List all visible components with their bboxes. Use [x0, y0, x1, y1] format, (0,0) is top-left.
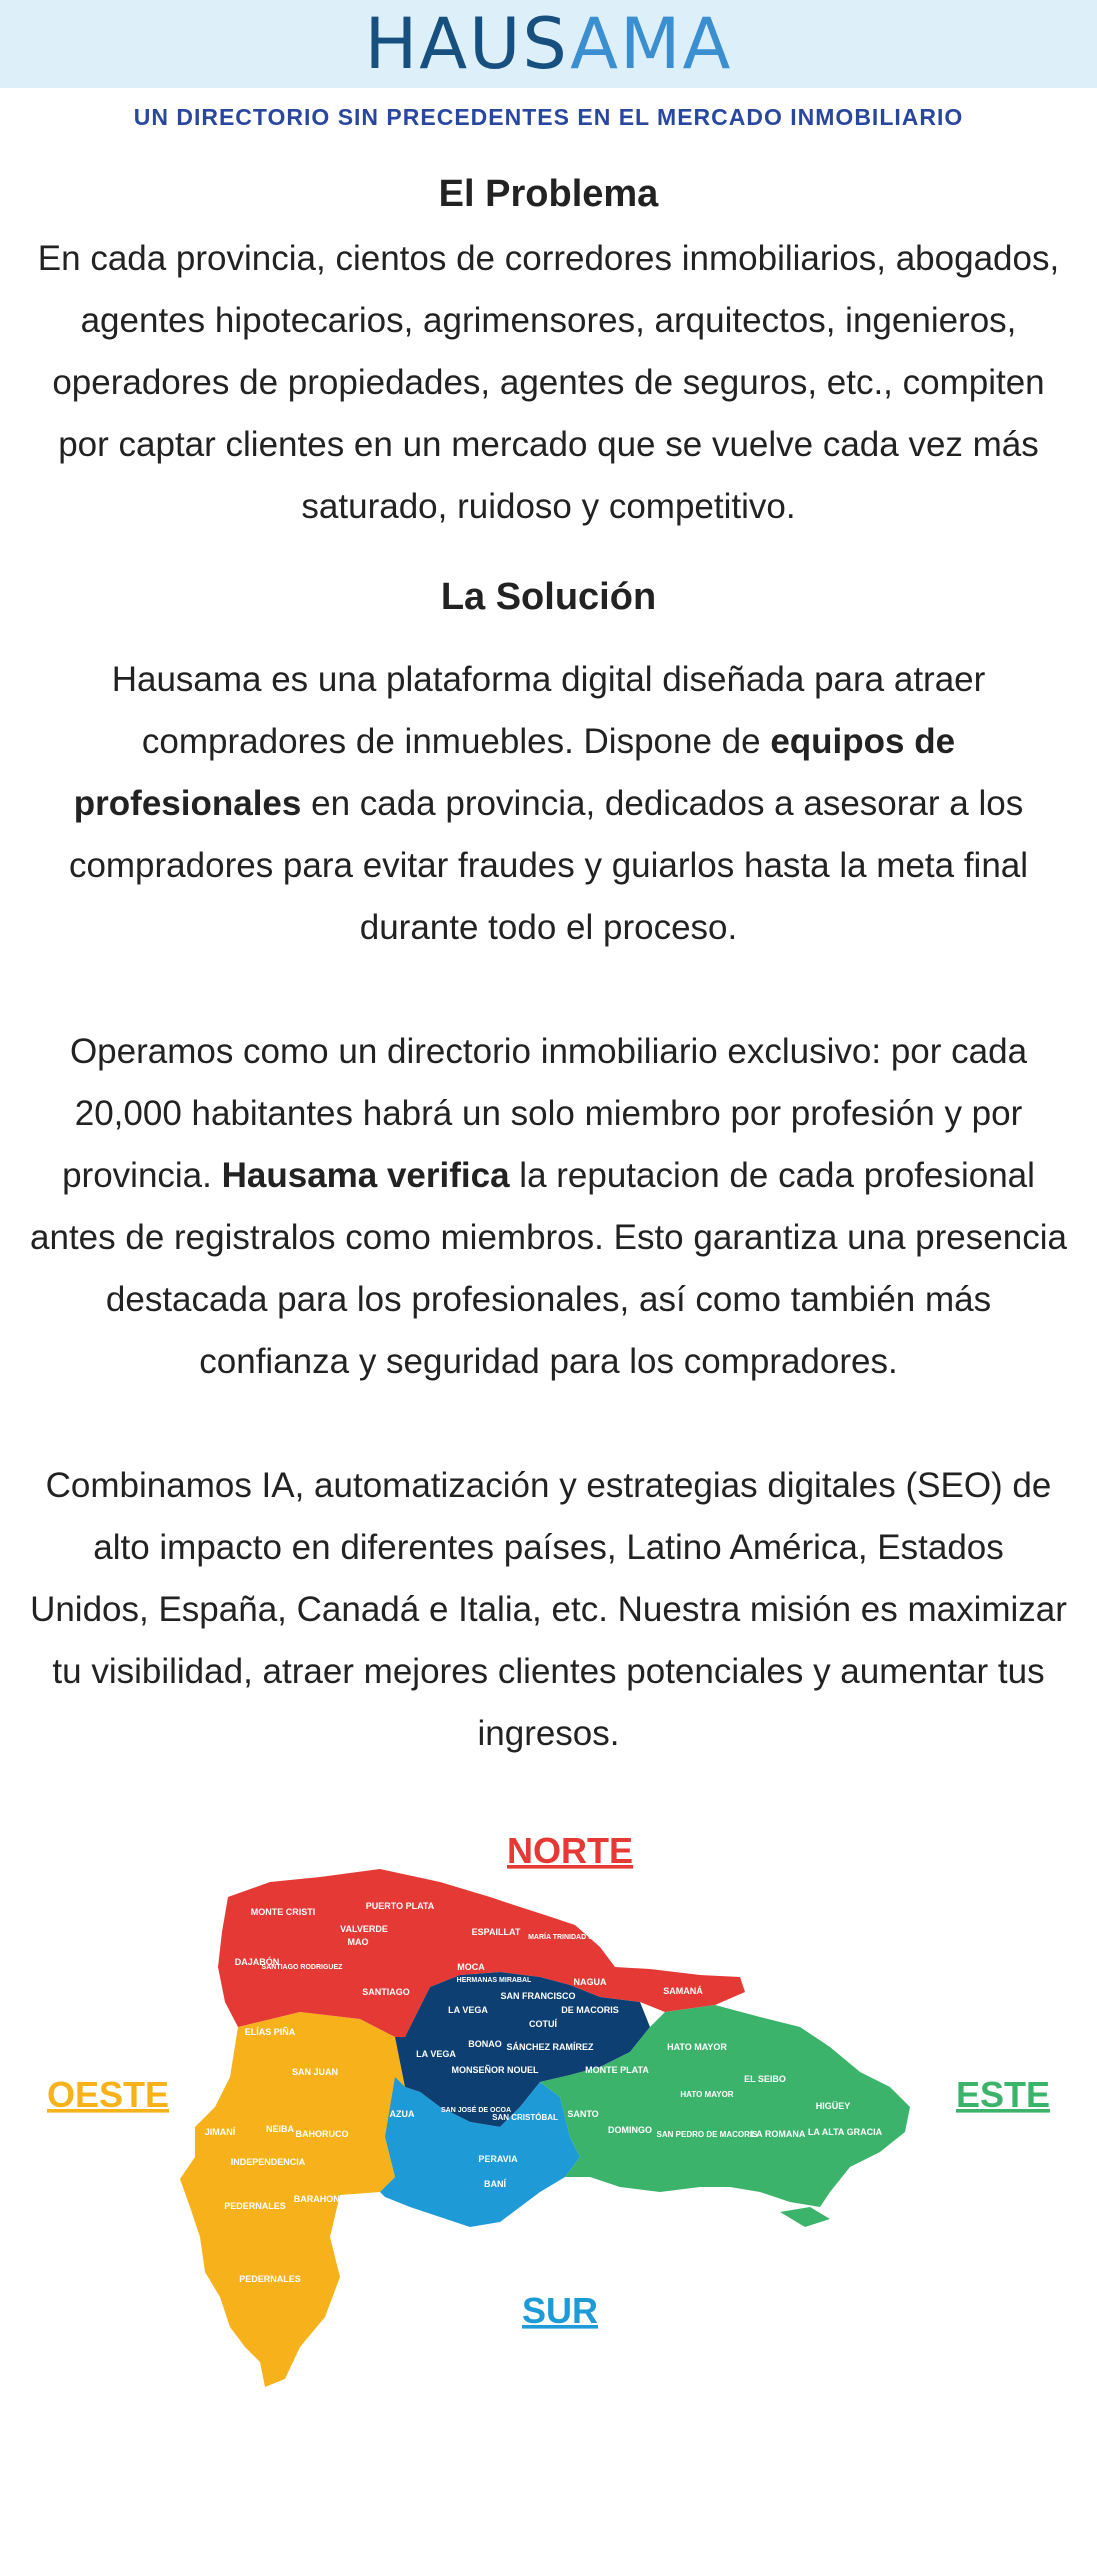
province-la-vega: LA VEGA — [448, 2005, 488, 2015]
province-santiago: SANTIAGO — [362, 1987, 410, 1997]
logo-part-ama: AMA — [570, 3, 733, 85]
province-jimani: JIMANÍ — [204, 2127, 236, 2137]
province-independencia: INDEPENDENCIA — [230, 2157, 306, 2167]
province-pedernales-2: PEDERNALES — [239, 2274, 301, 2284]
province-samana: SAMANÁ — [663, 1986, 703, 1996]
province-bahoruco: BAHORUCO — [295, 2129, 349, 2139]
solution-p2-text-a: Operamos como un directorio inmobiliario exclusivo: por cada 20,000 habitantes habrá un solo miembro por profesión y por provincia. — [62, 1032, 1028, 1195]
province-hermanas-mirabal: HERMANAS MIRABAL — [456, 1977, 532, 1984]
province-moca: MOCA — [457, 1962, 485, 1972]
tagline: UN DIRECTORIO SIN PRECEDENTES EN EL MERCADO INMOBILIARIO — [133, 104, 964, 130]
province-san-francisco: SAN FRANCISCO — [500, 1991, 576, 2001]
province-la-altagracia: LA ALTA GRACIA — [807, 2127, 883, 2137]
solution-p1-bold: equipos de profesionales — [73, 722, 956, 823]
province-domingo: DOMINGO — [608, 2125, 652, 2135]
province-san-cristobal: SAN CRISTÓBAL — [492, 2113, 558, 2122]
paragraph-gap — [0, 959, 1097, 1021]
solution-p1-text-b: en cada provincia, dedicados a asesorar a los compradores para evitar fraudes y guiarlos hasta la meta final durante todo el proceso. — [68, 784, 1029, 947]
solution-paragraph-3: Combinamos IA, automatización y estrategias digitales (SEO) de alto impacto en diferentes países, Latino América, Estados Unidos, España, Canadá e Italia, etc. Nuestra misión es maximizar tu visibilidad, atraer mejores clientes potenciales y aumentar tus ingresos. — [30, 1466, 1067, 1753]
province-mao: MAO — [347, 1937, 369, 1947]
problem-text: En cada provincia, cientos de corredores inmobiliarios, abogados, agentes hipotecarios, agrimensores, arquitectos, ingenieros, operadores de propiedades, agentes de seguros, etc., compiten por captar clientes en un mercado que se vuelve cada vez más saturado, ruidoso y competitivo. — [37, 239, 1060, 526]
province-espaillat: ESPAILLAT — [471, 1927, 521, 1937]
province-monte-plata: MONTE PLATA — [585, 2065, 649, 2075]
label-sur: SUR — [521, 2290, 599, 2331]
province-valverde: VALVERDE — [340, 1924, 388, 1934]
province-monsenor-nouel: MONSEÑOR NOUEL — [451, 2065, 539, 2075]
province-la-vega-2: LA VEGA — [416, 2049, 456, 2059]
province-dajabon: DAJABÓN — [234, 1957, 280, 1967]
dominican-republic-map — [0, 1807, 1097, 2407]
province-san-pedro: SAN PEDRO DE MACORIS — [656, 2130, 758, 2139]
province-elias-pina: ELÍAS PIÑA — [244, 2027, 296, 2037]
label-oeste: OESTE — [46, 2074, 170, 2115]
label-norte: NORTE — [507, 1830, 633, 1871]
province-pedernales: PEDERNALES — [224, 2201, 286, 2211]
province-cotui: COTUÍ — [529, 2019, 557, 2029]
paragraph-gap — [0, 1393, 1097, 1455]
solution-p2-bold: Hausama verifica — [221, 1156, 510, 1195]
hausama-logo[interactable] — [364, 3, 733, 85]
solution-paragraph-2 — [30, 1021, 1067, 1393]
solution-p2-text-b: la reputacion de cada profesional antes de registralos como miembros. Esto garantiza una presencia destacada para los profesionales, así como también más confianza y seguridad para los compradores. — [30, 1156, 1067, 1381]
province-santiago-rodriguez: SANTIAGO RODRIGUEZ — [261, 1964, 343, 1971]
province-puerto-plata: PUERTO PLATA — [365, 1901, 435, 1911]
map-svg — [0, 1807, 1097, 2407]
province-bonao: BONAO — [468, 2039, 502, 2049]
province-san-juan: SAN JUAN — [291, 2067, 339, 2077]
solution-p1-text-a: Hausama es una plataforma digital diseñada para atraer compradores de inmuebles. Dispone de — [111, 660, 986, 761]
province-san-jose-de-ocoa: SAN JOSÉ DE OCOA — [440, 2107, 512, 2114]
province-azua: AZUA — [389, 2109, 415, 2119]
province-la-romana: LA ROMANA — [750, 2129, 806, 2139]
province-higuey: HIGÜEY — [815, 2101, 851, 2111]
header-banner — [0, 0, 1097, 88]
province-maria-trinidad-sanchez: MARÍA TRINIDAD SÁNCHEZ — [528, 1934, 622, 1941]
province-de-macoris: DE MACORIS — [561, 2005, 619, 2015]
province-el-seibo: EL SEIBO — [744, 2074, 786, 2084]
province-sanchez-ramirez: SÁNCHEZ RAMÍREZ — [506, 2042, 594, 2052]
province-barahona: BARAHONA — [293, 2194, 347, 2204]
solution-paragraph-1 — [30, 649, 1067, 959]
province-hato-mayor-2: HATO MAYOR — [680, 2090, 734, 2099]
province-neiba: NEIBA — [265, 2124, 295, 2134]
province-monte-cristi: MONTE CRISTI — [250, 1907, 316, 1917]
province-nagua: NAGUA — [573, 1977, 607, 1987]
province-santo: SANTO — [567, 2109, 599, 2119]
province-bani: BANÍ — [484, 2179, 506, 2189]
province-peravia: PERAVIA — [478, 2154, 518, 2164]
logo-part-haus: HAUS — [364, 3, 571, 85]
region-este-island — [780, 2207, 830, 2227]
solution-title: La Solución — [440, 576, 657, 618]
problem-title: El Problema — [438, 173, 659, 215]
label-este: ESTE — [955, 2074, 1051, 2115]
province-hato-mayor: HATO MAYOR — [667, 2042, 727, 2052]
